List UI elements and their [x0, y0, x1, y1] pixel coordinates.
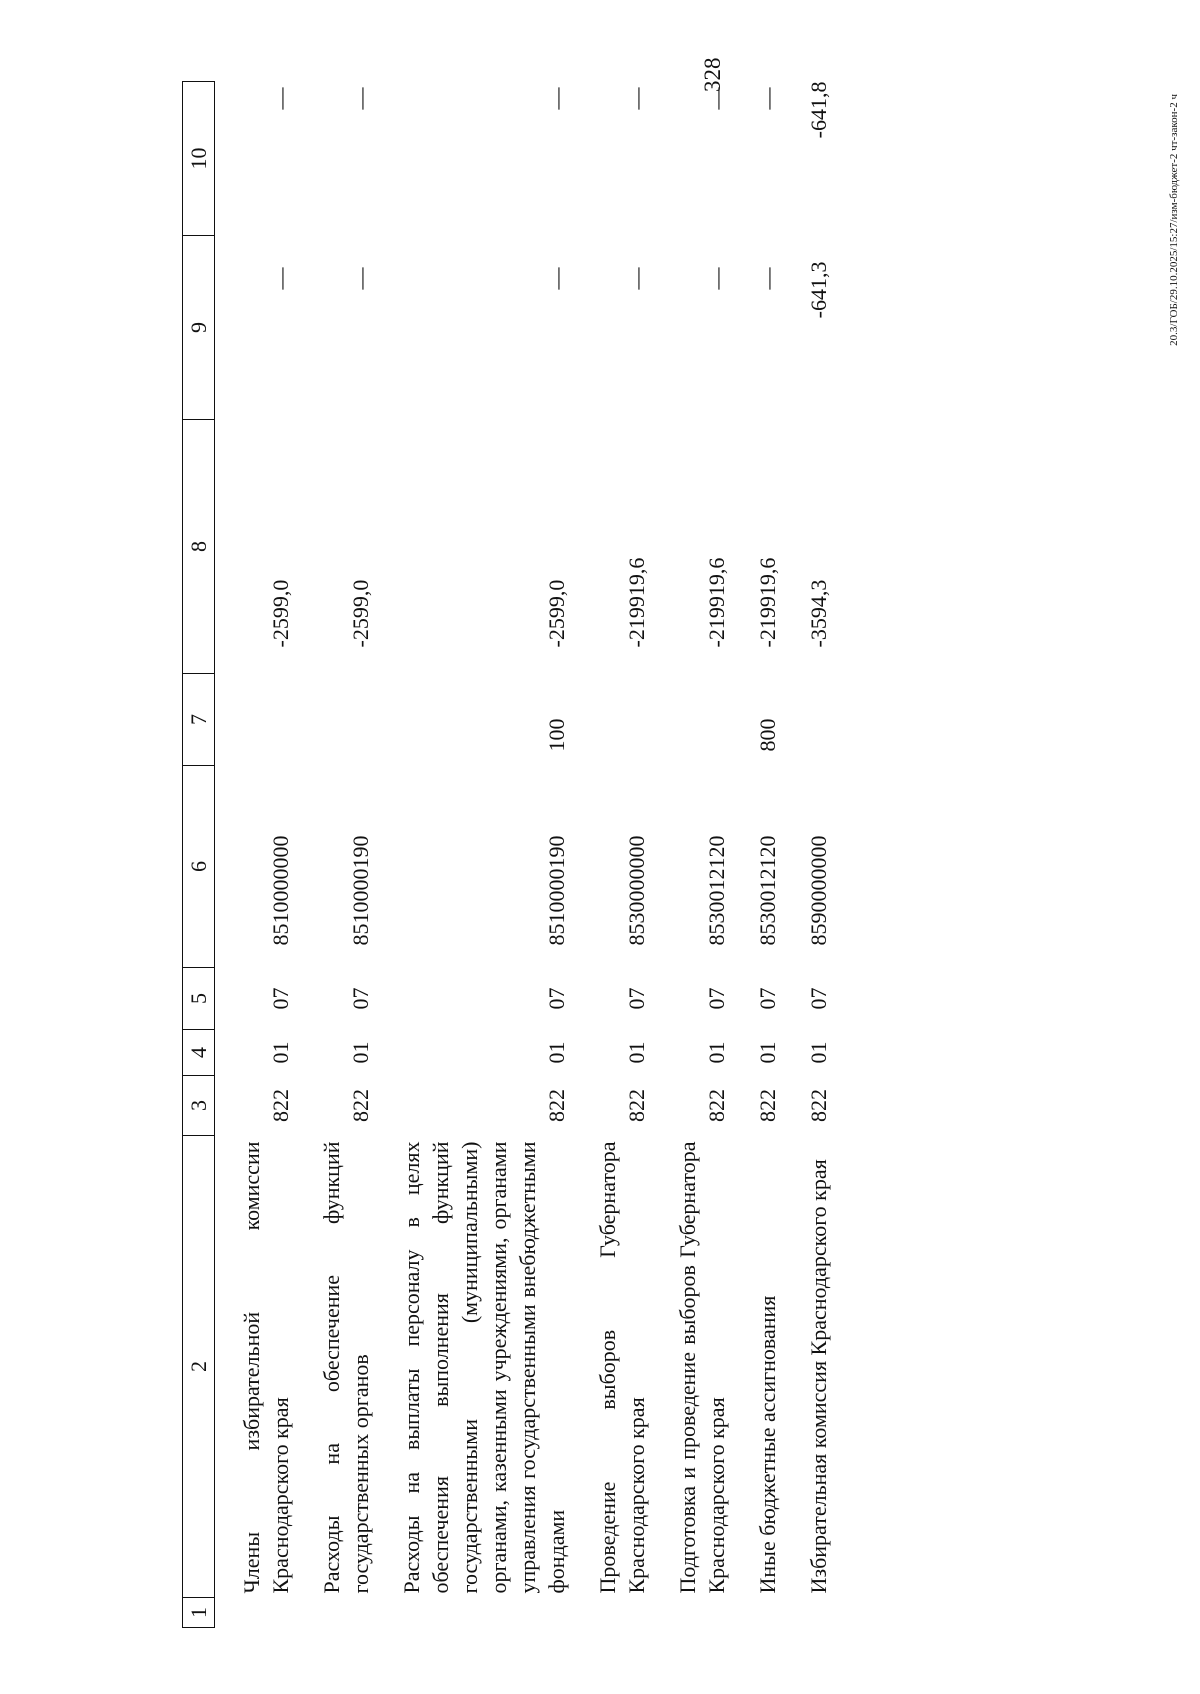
cell-amount-col9: [295, 236, 375, 420]
header-col-6: 6: [183, 766, 215, 968]
cell-amount-col8: -219919,6: [755, 557, 780, 648]
header-col-3: 3: [183, 1076, 215, 1136]
table-header: [183, 82, 215, 1628]
cell-amount-col10: [215, 82, 296, 236]
table-row: [295, 82, 375, 1628]
cell-expense-type: [215, 674, 296, 766]
cell-target-article: 8510000000: [268, 835, 293, 946]
header-col-4: 4: [183, 1030, 215, 1076]
cell-amount-col8: -2599,0: [544, 579, 569, 648]
cell-target-article: 8530012120: [704, 835, 729, 946]
header-col-10: 10: [183, 82, 215, 236]
dash-mark: —: [268, 267, 293, 290]
dash-mark: —: [704, 87, 729, 110]
cell-subsection-code: 07: [544, 987, 569, 1010]
header-col-9: 9: [183, 236, 215, 420]
cell-ministry-code: 822: [544, 1089, 569, 1122]
dash-mark: —: [624, 267, 649, 290]
table-row: [215, 82, 296, 1628]
cell-number: [782, 1598, 833, 1628]
cell-amount-col9: [651, 236, 731, 420]
cell-description: Подготовка и проведение выборов Губернатора Краснодарского края: [675, 1141, 729, 1594]
table-row: [731, 82, 782, 1628]
dash-mark: —: [755, 87, 780, 110]
cell-amount-col8: -219919,6: [704, 557, 729, 648]
cell-ministry-code: 822: [348, 1089, 373, 1122]
cell-expense-type: [571, 674, 651, 766]
cell-description: Расходы на выплаты персоналу в целях обеспечения выполнения функций государственными (муниципальными) органами, казенными учреждениями, органами управления государственными внебюджетными фондами: [399, 1141, 569, 1594]
cell-amount-col8: -219919,6: [624, 557, 649, 648]
cell-expense-type: 100: [544, 718, 569, 752]
budget-table: [182, 81, 833, 1628]
cell-section-code: 01: [268, 1041, 293, 1064]
dash-mark: —: [348, 87, 373, 110]
header-col-1: 1: [183, 1598, 215, 1628]
cell-number: [295, 1598, 375, 1628]
cell-subsection-code: 07: [268, 987, 293, 1010]
dash-mark: —: [704, 267, 729, 290]
cell-ministry-code: 822: [806, 1089, 831, 1122]
cell-description: Избирательная комиссия Краснодарского края: [806, 1159, 831, 1594]
header-row: [183, 82, 215, 1628]
dash-mark: —: [268, 87, 293, 110]
cell-amount-col9: [215, 236, 296, 420]
cell-amount-col8: -2599,0: [268, 579, 293, 648]
cell-number: [731, 1598, 782, 1628]
cell-number: [571, 1598, 651, 1628]
cell-target-article: 8510000190: [544, 835, 569, 946]
cell-subsection-code: 07: [755, 987, 780, 1010]
cell-amount-col9: [731, 236, 782, 420]
page-number: 328: [700, 57, 725, 92]
header-col-2: 2: [183, 1136, 215, 1598]
cell-amount-col9: [571, 236, 651, 420]
cell-amount-col8: -3594,3: [806, 579, 831, 648]
header-col-8: 8: [183, 420, 215, 674]
cell-expense-type: 800: [755, 718, 780, 752]
cell-section-code: 01: [544, 1041, 569, 1064]
cell-section-code: 01: [806, 1041, 831, 1064]
cell-description: Иные бюджетные ассигнования: [755, 1295, 780, 1594]
cell-expense-type: [651, 674, 731, 766]
cell-amount-col8: -2599,0: [348, 579, 373, 648]
cell-subsection-code: 07: [704, 987, 729, 1010]
cell-ministry-code: 822: [704, 1089, 729, 1122]
dash-mark: —: [544, 267, 569, 290]
cell-expense-type: [782, 674, 833, 766]
cell-amount-col10: [375, 82, 571, 236]
cell-target-article: 8530012120: [755, 835, 780, 946]
cell-section-code: 01: [624, 1041, 649, 1064]
table-row: [651, 82, 731, 1628]
table-body: [215, 82, 834, 1628]
dash-mark: —: [544, 87, 569, 110]
cell-section-code: 01: [348, 1041, 373, 1064]
cell-ministry-code: 822: [755, 1089, 780, 1122]
cell-amount-col10: [731, 82, 782, 236]
dash-mark: —: [624, 87, 649, 110]
dash-mark: —: [348, 267, 373, 290]
cell-amount-col10: [651, 82, 731, 236]
cell-target-article: 8510000190: [348, 835, 373, 946]
cell-amount-col10: [295, 82, 375, 236]
footer-document-code: 20.3/ГОБ/29.10.2025/15:27/изм-бюджет-2 чт-закон-2 ч: [1168, 94, 1180, 346]
cell-ministry-code: 822: [268, 1089, 293, 1122]
cell-description: Проведение выборов Губернатора Краснодарского края: [595, 1141, 649, 1594]
table-row: [375, 82, 571, 1628]
cell-subsection-code: 07: [806, 987, 831, 1010]
cell-ministry-code: 822: [624, 1089, 649, 1122]
cell-target-article: 8530000000: [624, 835, 649, 946]
cell-subsection-code: 07: [624, 987, 649, 1010]
cell-amount-col10: [571, 82, 651, 236]
cell-target-article: 8590000000: [806, 835, 831, 946]
table-row: [782, 82, 833, 1628]
cell-number: [375, 1598, 571, 1628]
cell-description: Расходы на обеспечение функций государственных органов: [319, 1141, 373, 1594]
dash-mark: —: [755, 267, 780, 290]
cell-subsection-code: 07: [348, 987, 373, 1010]
cell-number: [651, 1598, 731, 1628]
header-col-7: 7: [183, 674, 215, 766]
cell-section-code: 01: [704, 1041, 729, 1064]
cell-amount-col9: -641,3: [806, 261, 831, 319]
cell-amount-col10: -641,8: [806, 81, 831, 139]
cell-expense-type: [295, 674, 375, 766]
table-row: [571, 82, 651, 1628]
header-col-5: 5: [183, 968, 215, 1030]
cell-number: [215, 1598, 296, 1628]
cell-amount-col9: [375, 236, 571, 420]
cell-description: Члены избирательной комиссии Краснодарского края: [239, 1141, 293, 1594]
cell-section-code: 01: [755, 1041, 780, 1064]
